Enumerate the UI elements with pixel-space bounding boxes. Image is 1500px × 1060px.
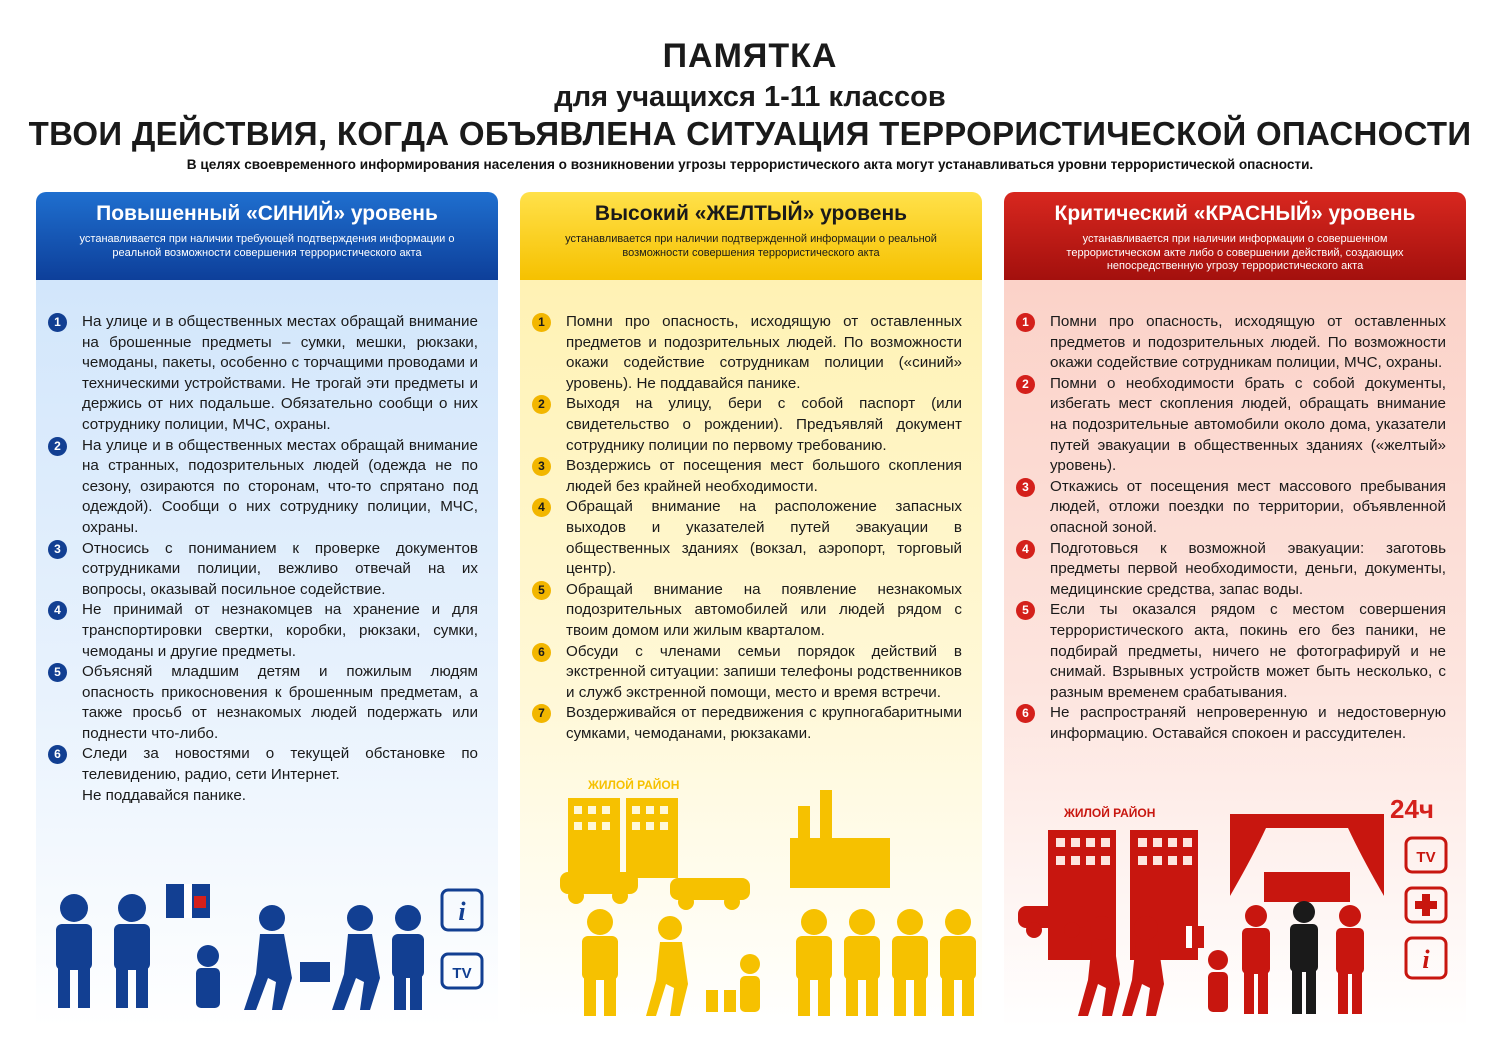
residential-label: ЖИЛОЙ РАЙОН bbox=[588, 778, 680, 792]
item-text: Подготовься к возможной эвакуации: заготовь предметы первой необходимости, деньги, документы, медицинские средства, запас воды. bbox=[1050, 539, 1446, 598]
list-item bbox=[530, 312, 962, 394]
red-illustration-svg bbox=[1004, 778, 1466, 1028]
item-text: Не принимай от незнакомцев на хранение и для транспортировки свертки, коробки, рюкзаки, сумки, чемоданы и другие предметы. bbox=[82, 601, 478, 660]
tv-icon bbox=[1406, 838, 1446, 872]
list-item bbox=[46, 539, 478, 601]
theater-icon bbox=[1230, 814, 1384, 902]
yellow-level-header bbox=[520, 192, 982, 280]
item-number: 5 bbox=[1016, 601, 1035, 620]
child-figure-icon bbox=[196, 945, 220, 1008]
item-number: 3 bbox=[1016, 478, 1035, 497]
item-text: Не распространяй непроверенную и недостоверную информацию. Оставайся спокоен и рассудителен. bbox=[1050, 704, 1446, 742]
item-number: 5 bbox=[48, 663, 67, 682]
item-number: 6 bbox=[48, 745, 67, 764]
child-figure-icon bbox=[1208, 950, 1228, 1012]
list-item bbox=[530, 642, 962, 704]
first-aid-icon bbox=[1406, 888, 1446, 922]
item-text: Если ты оказался рядом с местом совершения террористического акта, покинь его без паники, не подбирай предметы, ничего не фотографируй и не снимай. Взрывных устройств может быть несколько, с разным временем срабатывания. bbox=[1050, 601, 1446, 701]
police-figure-icon bbox=[114, 894, 150, 1008]
item-text: Помни про опасность, исходящую от оставленных предметов и подозрительных людей. По возможности окажи содействие сотрудникам полиции («синий» уровень). Не поддавайся панике. bbox=[566, 313, 962, 392]
red-level-subtitle: устанавливается при наличии информации о совершенном террористическом акте либо о совершении действий, создающих непосредственную угрозу террористического акта bbox=[1066, 233, 1404, 272]
item-text: На улице и в общественных местах обращай внимание на странных, подозрительных людей (одежда не по сезону, озираются по сторонам, что-то спрятано под одеждой). Сообщи о них сотруднику полиции, МЧС, охраны. bbox=[82, 436, 478, 536]
item-number: 4 bbox=[1016, 540, 1035, 559]
gift-box-icon bbox=[1174, 926, 1204, 948]
blue-illustration-svg bbox=[36, 778, 498, 1028]
list-item bbox=[46, 600, 478, 662]
item-text: Помни о необходимости брать с собой документы, избегать мест скопления людей, обращать внимание на подозрительные автомобили около дома, указатели путей эвакуации в общественных зданиях («желтый» уровень). bbox=[1050, 374, 1446, 475]
item-number: 6 bbox=[532, 643, 551, 662]
list-item bbox=[530, 497, 962, 579]
gift-box-icon bbox=[706, 990, 736, 1012]
item-number: 4 bbox=[532, 498, 551, 517]
yellow-level-body bbox=[520, 280, 982, 1028]
child-figure-icon bbox=[740, 954, 760, 1012]
walking-person-icon bbox=[332, 905, 380, 1010]
list-item bbox=[1014, 600, 1446, 703]
list-item bbox=[1014, 703, 1446, 744]
item-text: Не поддавайся панике. bbox=[82, 786, 247, 804]
poster-title: ПАМЯТКА bbox=[662, 37, 838, 75]
item-number: 5 bbox=[532, 581, 551, 600]
bag-icon bbox=[300, 962, 330, 982]
info-icon bbox=[442, 890, 482, 930]
yellow-illustration-svg bbox=[520, 778, 982, 1028]
item-text: Воздержись от посещения мест большого скопления людей без крайней необходимости. bbox=[566, 457, 962, 495]
blue-level-title: Повышенный «СИНИЙ» уровень bbox=[96, 202, 438, 225]
poster-intro: В целях своевременного информирования населения о возникновении угрозы террористического акта могут устанавливаться уровни террористической опасности. bbox=[186, 157, 1314, 172]
gift-box-icon bbox=[166, 884, 210, 918]
poster-header bbox=[0, 36, 1500, 174]
yellow-level-subtitle: устанавливается при наличии подтвержденной информации о реальной возможности совершения террористического акта bbox=[565, 233, 937, 259]
item-text: Выходя на улицу, бери с собой паспорт (или свидетельство о рождении). Предъявляй документ сотруднику полиции по первому требованию. bbox=[566, 395, 962, 454]
walking-person-icon bbox=[646, 916, 688, 1016]
item-number: 2 bbox=[48, 437, 67, 456]
yellow-illustration bbox=[520, 778, 982, 1028]
blue-level-subtitle: устанавливается при наличии требующей подтверждения информации о реальной возможности совершения террористического акта bbox=[79, 233, 455, 259]
person-icon bbox=[1290, 901, 1318, 1014]
list-item bbox=[46, 662, 478, 744]
walking-person-icon bbox=[244, 905, 292, 1010]
item-number: 4 bbox=[48, 601, 67, 620]
list-item bbox=[46, 312, 478, 436]
item-text: Откажись от посещения мест массового пребывания людей, отложи поездки по территории, объявленной опасной зоной. bbox=[1050, 477, 1446, 536]
item-number: 2 bbox=[532, 395, 551, 414]
item-number: 2 bbox=[1016, 375, 1035, 394]
item-number: 3 bbox=[532, 457, 551, 476]
item-number: 1 bbox=[532, 313, 551, 332]
svg-text:i: i bbox=[458, 897, 466, 926]
item-number: 7 bbox=[532, 704, 551, 723]
item-text: Объясняй младшим детям и пожилым людям опасность прикосновения к брошенным предметам, а также просьб от незнакомых людей подержать или поднести что-либо. bbox=[82, 663, 478, 742]
blue-level-list bbox=[46, 312, 478, 806]
red-level-header bbox=[1004, 192, 1466, 280]
yellow-level-list bbox=[530, 312, 962, 744]
red-level-list bbox=[1014, 312, 1446, 744]
poster-subtitle: для учащихся 1-11 классов bbox=[554, 81, 946, 113]
item-text: Помни про опасность, исходящую от оставленных предметов и подозрительных людей. По возможности окажи содействие сотрудникам полиции, МЧС, охраны. bbox=[1050, 313, 1446, 372]
svg-text:TV: TV bbox=[1416, 849, 1436, 866]
item-text: Следи за новостями о текущей обстановке по телевидению, радио, сети Интернет. bbox=[82, 745, 478, 784]
blue-level-column bbox=[36, 192, 498, 1028]
svg-text:i: i bbox=[1422, 945, 1430, 974]
car-icon bbox=[670, 878, 750, 910]
red-level-column bbox=[1004, 192, 1466, 1028]
item-text: На улице и в общественных местах обращай внимание на брошенные предметы – сумки, мешки, рюкзаки, чемоданы, пакеты, особенно с торчащими проводами и техническими устройствами. Не трогай эти предметы и держись от них подальше. Обязательно сообщи о них сотруднику полиции, МЧС, охраны. bbox=[82, 313, 478, 433]
item-text: Воздерживайся от передвижения с крупногабаритными сумками, чемоданами, рюкзаками. bbox=[566, 704, 962, 742]
item-text: Относись с пониманием к проверке документов сотрудниками полиции, вежливо отвечай на их вопросы, оказывай посильное содействие. bbox=[82, 539, 478, 598]
tv-icon bbox=[442, 954, 482, 988]
red-illustration bbox=[1004, 778, 1466, 1028]
blue-level-header bbox=[36, 192, 498, 280]
red-level-body bbox=[1004, 280, 1466, 1028]
police-figure-icon bbox=[56, 894, 92, 1008]
car-icon bbox=[560, 872, 638, 904]
police-figure-icon bbox=[796, 909, 976, 1016]
poster-headline: ТВОИ ДЕЙСТВИЯ, КОГДА ОБЪЯВЛЕНА СИТУАЦИЯ ТЕРРОРИСТИЧЕСКОЙ ОПАСНОСТИ bbox=[28, 115, 1472, 152]
list-item bbox=[530, 394, 962, 456]
list-item bbox=[1014, 477, 1446, 539]
yellow-level-title: Высокий «ЖЕЛТЫЙ» уровень bbox=[594, 202, 908, 225]
list-item bbox=[530, 580, 962, 642]
blue-level-body bbox=[36, 280, 498, 1028]
hours-24-label: 24ч bbox=[1390, 794, 1435, 824]
item-number: 3 bbox=[48, 540, 67, 559]
item-number: 1 bbox=[1016, 313, 1035, 332]
item-text: Обсуди с членами семьи порядок действий в экстренной ситуации: запиши телефоны родственников и служб экстренной помощи, место и время встречи. bbox=[566, 642, 962, 701]
list-item bbox=[1014, 539, 1446, 601]
info-icon bbox=[1406, 938, 1446, 978]
list-item bbox=[46, 436, 478, 539]
residential-label: ЖИЛОЙ РАЙОН bbox=[1064, 806, 1156, 820]
item-number: 6 bbox=[1016, 704, 1035, 723]
yellow-level-column bbox=[520, 192, 982, 1028]
factory-icon bbox=[790, 790, 890, 888]
item-text: Обращай внимание на расположение запасных выходов и указателей путей эвакуации в общественных зданиях (вокзал, аэропорт, торговый центр). bbox=[566, 498, 962, 578]
police-figure-icon bbox=[392, 905, 424, 1010]
list-item bbox=[530, 703, 962, 744]
red-level-title: Критический «КРАСНЫЙ» уровень bbox=[1054, 202, 1416, 225]
blue-illustration bbox=[36, 778, 498, 1028]
svg-text:TV: TV bbox=[452, 965, 472, 982]
list-item bbox=[1014, 374, 1446, 477]
list-item bbox=[1014, 312, 1446, 374]
item-number: 1 bbox=[48, 313, 67, 332]
walking-person-icon bbox=[1078, 916, 1164, 1016]
police-figure-icon bbox=[582, 909, 618, 1016]
item-text: Обращай внимание на появление незнакомых подозрительных автомобилей или людей рядом с твоим домом или жилым кварталом. bbox=[566, 580, 962, 639]
list-item bbox=[530, 456, 962, 497]
